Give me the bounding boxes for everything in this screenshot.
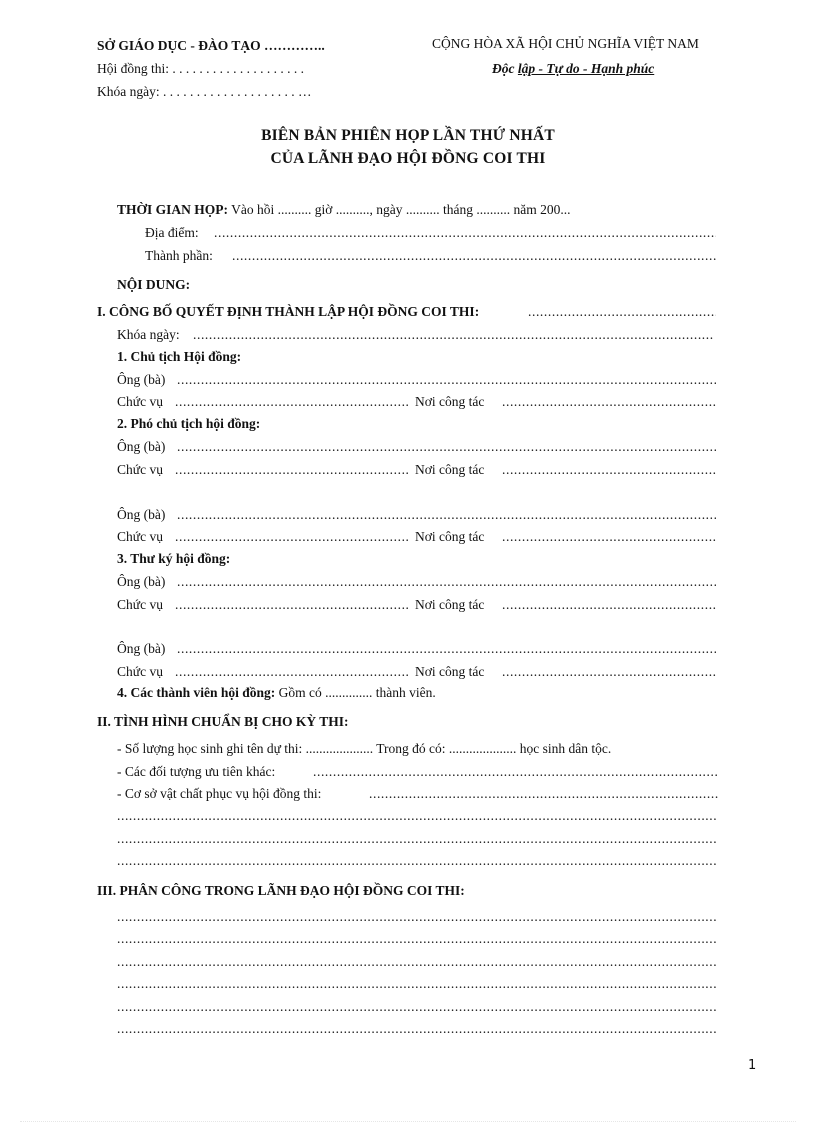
members-count-text: Gồm có .............. thành viên. — [278, 685, 436, 700]
vice2-workplace-field[interactable] — [502, 528, 716, 546]
vice1-name-label: Ông (bà) — [117, 439, 166, 454]
chair-workplace-field[interactable] — [502, 393, 716, 411]
vice1-name-field[interactable] — [177, 438, 716, 456]
secretary1-name-label: Ông (bà) — [117, 574, 166, 589]
exam-date-line: Khóa ngày: . . . . . . . . . . . . . . . . . . . . … — [97, 84, 312, 99]
secretary2-name-field[interactable] — [177, 640, 716, 658]
document-title-line1: BIÊN BẢN PHIÊN HỌP LẦN THỨ NHẤT — [261, 127, 555, 144]
secretary2-name-label: Ông (bà) — [117, 641, 166, 656]
content-label: NỘI DUNG: — [117, 277, 191, 292]
section3-heading: III. PHÂN CÔNG TRONG LÃNH ĐẠO HỘI ĐỒNG COI THI: — [97, 883, 465, 898]
meeting-time-label: THỜI GIAN HỌP: — [117, 202, 229, 217]
facilities-extra-line[interactable] — [117, 807, 716, 825]
location-field[interactable] — [214, 224, 716, 242]
vice2-position-label: Chức vụ — [117, 529, 163, 544]
vice1-workplace-label: Nơi công tác — [415, 462, 485, 477]
secretary2-workplace-label: Nơi công tác — [415, 664, 485, 679]
page-bottom-divider — [20, 1121, 796, 1122]
secretary1-position-label: Chức vụ — [117, 597, 163, 612]
chair-position-field[interactable] — [175, 393, 410, 411]
exam-date-field[interactable] — [193, 326, 714, 344]
secretary1-workplace-field[interactable] — [502, 596, 716, 614]
secretary2-workplace-field[interactable] — [502, 663, 716, 681]
chair-position-label: Chức vụ — [117, 394, 163, 409]
vice1-position-label: Chức vụ — [117, 462, 163, 477]
department-name: SỞ GIÁO DỤC - ĐÀO TẠO ………….. — [97, 38, 325, 53]
assignment-line[interactable] — [117, 908, 716, 926]
vice1-position-field[interactable] — [175, 461, 410, 479]
students-label: - Số lượng học sinh ghi tên dự thi: — [117, 741, 303, 756]
national-motto — [492, 60, 654, 78]
secretary1-position-field[interactable] — [175, 596, 410, 614]
chair-workplace-label: Nơi công tác — [415, 394, 485, 409]
motto-part-1: Độc — [492, 61, 518, 76]
location-label: Địa điểm: — [145, 225, 199, 240]
assignment-line[interactable] — [117, 953, 716, 971]
section1-heading: I. CÔNG BỐ QUYẾT ĐỊNH THÀNH LẬP HỘI ĐỒNG COI THI: — [97, 304, 480, 319]
exam-council-line: Hội đồng thi: . . . . . . . . . . . . . . . . . . . . — [97, 61, 305, 76]
assignment-line[interactable] — [117, 930, 716, 948]
secretary1-name-field[interactable] — [177, 573, 716, 591]
section2-heading: II. TÌNH HÌNH CHUẨN BỊ CHO KỲ THI: — [97, 714, 349, 729]
facilities-field[interactable] — [369, 785, 718, 803]
assignment-line[interactable] — [117, 998, 716, 1016]
vice-chair-heading: 2. Phó chủ tịch hội đồng: — [117, 416, 261, 431]
priority-field[interactable] — [313, 763, 718, 781]
document-title-line2: CỦA LÃNH ĐẠO HỘI ĐỒNG COI THI — [270, 150, 546, 167]
chair-name-field[interactable] — [177, 371, 716, 389]
facilities-extra-line[interactable] — [117, 830, 716, 848]
vice2-name-field[interactable] — [177, 506, 716, 524]
section1-heading-field[interactable] — [528, 303, 716, 321]
members-label: Thành phần: — [145, 248, 213, 263]
members-field[interactable] — [232, 247, 716, 265]
students-text: .................... Trong đó có: .................... học sinh dân tộc. — [305, 741, 612, 756]
vice2-name-label: Ông (bà) — [117, 507, 166, 522]
facilities-label: - Cơ sở vật chất phục vụ hội đồng thi: — [117, 786, 322, 801]
vice2-workplace-label: Nơi công tác — [415, 529, 485, 544]
chair-name-label: Ông (bà) — [117, 372, 166, 387]
members-heading: 4. Các thành viên hội đồng: — [117, 685, 276, 700]
vice1-workplace-field[interactable] — [502, 461, 716, 479]
national-title: CỘNG HÒA XÃ HỘI CHỦ NGHĨA VIỆT NAM — [432, 36, 699, 51]
priority-label: - Các đối tượng ưu tiên khác: — [117, 764, 276, 779]
students-row — [117, 740, 611, 758]
assignment-line[interactable] — [117, 975, 716, 993]
meeting-time-text: Vào hồi .......... giờ .........., ngày .......... tháng .......... năm 200... — [231, 202, 571, 217]
secretary1-workplace-label: Nơi công tác — [415, 597, 485, 612]
secretary2-position-field[interactable] — [175, 663, 410, 681]
exam-date-label: Khóa ngày: — [117, 327, 180, 342]
assignment-line[interactable] — [117, 1020, 716, 1038]
facilities-extra-line[interactable] — [117, 852, 716, 870]
secretary2-position-label: Chức vụ — [117, 664, 163, 679]
page-number: 1 — [748, 1058, 757, 1073]
motto-part-2: lập - Tự do - Hạnh phúc — [517, 61, 655, 76]
meeting-time-row — [117, 201, 571, 219]
vice2-position-field[interactable] — [175, 528, 410, 546]
chair-heading: 1. Chủ tịch Hội đồng: — [117, 349, 242, 364]
secretary-heading: 3. Thư ký hội đồng: — [117, 551, 231, 566]
members-row — [117, 684, 436, 702]
